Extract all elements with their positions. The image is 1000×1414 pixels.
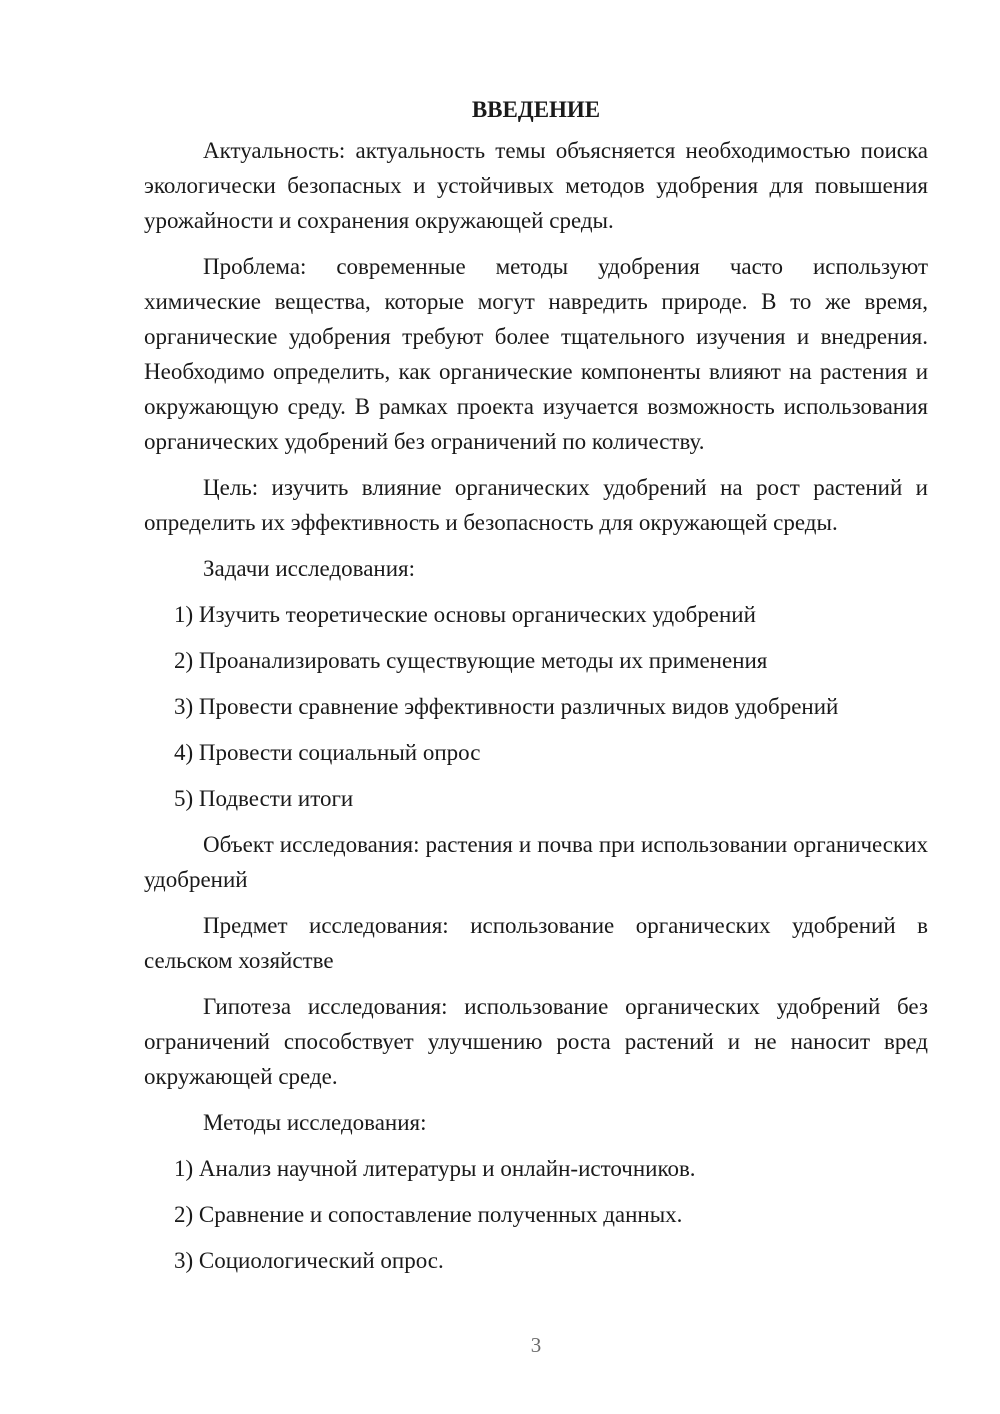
tasks-list (144, 597, 928, 816)
methods-list (144, 1151, 928, 1278)
method-item: 1) Анализ научной литературы и онлайн-источников. (174, 1156, 696, 1181)
method-item: 2) Сравнение и сопоставление полученных данных. (174, 1202, 683, 1227)
task-item: 5) Подвести итоги (174, 786, 354, 811)
methods-heading: Методы исследования: (203, 1110, 427, 1135)
page-number: 3 (530, 1333, 542, 1357)
tasks-heading: Задачи исследования: (203, 556, 416, 581)
subject-paragraph: Предмет исследования: использование органических удобрений в сельском хозяйстве (144, 913, 928, 973)
task-item: 1) Изучить теоретические основы органических удобрений (174, 602, 756, 627)
relevance-paragraph: Актуальность: актуальность темы объясняется необходимостью поиска экологически безопасных и устойчивых методов удобрения для повышения урожайности и сохранения окружающей среды. (144, 138, 928, 233)
hypothesis-paragraph: Гипотеза исследования: использование органических удобрений без ограничений способствует улучшению роста растений и не наносит вред окружающей среде. (144, 994, 928, 1089)
document-page (144, 92, 928, 1289)
method-item: 3) Социологический опрос. (174, 1248, 444, 1273)
problem-paragraph: Проблема: современные методы удобрения часто используют химические вещества, которые могут навредить природе. В то же время, органические удобрения требуют более тщательного изучения и внедрения. Необходимо определить, как органические компоненты влияют на растения и окружающую среду. В рамках проекта изучается возможность использования органических удобрений без ограничений по количеству. (144, 254, 928, 454)
task-item: 4) Провести социальный опрос (174, 740, 481, 765)
goal-paragraph: Цель: изучить влияние органических удобрений на рост растений и определить их эффективность и безопасность для окружающей среды. (144, 475, 928, 535)
object-paragraph: Объект исследования: растения и почва при использовании органических удобрений (144, 832, 928, 892)
task-item: 2) Проанализировать существующие методы их применения (174, 648, 768, 673)
task-item: 3) Провести сравнение эффективности различных видов удобрений (174, 694, 839, 719)
section-title: ВВЕДЕНИЕ (471, 97, 601, 122)
